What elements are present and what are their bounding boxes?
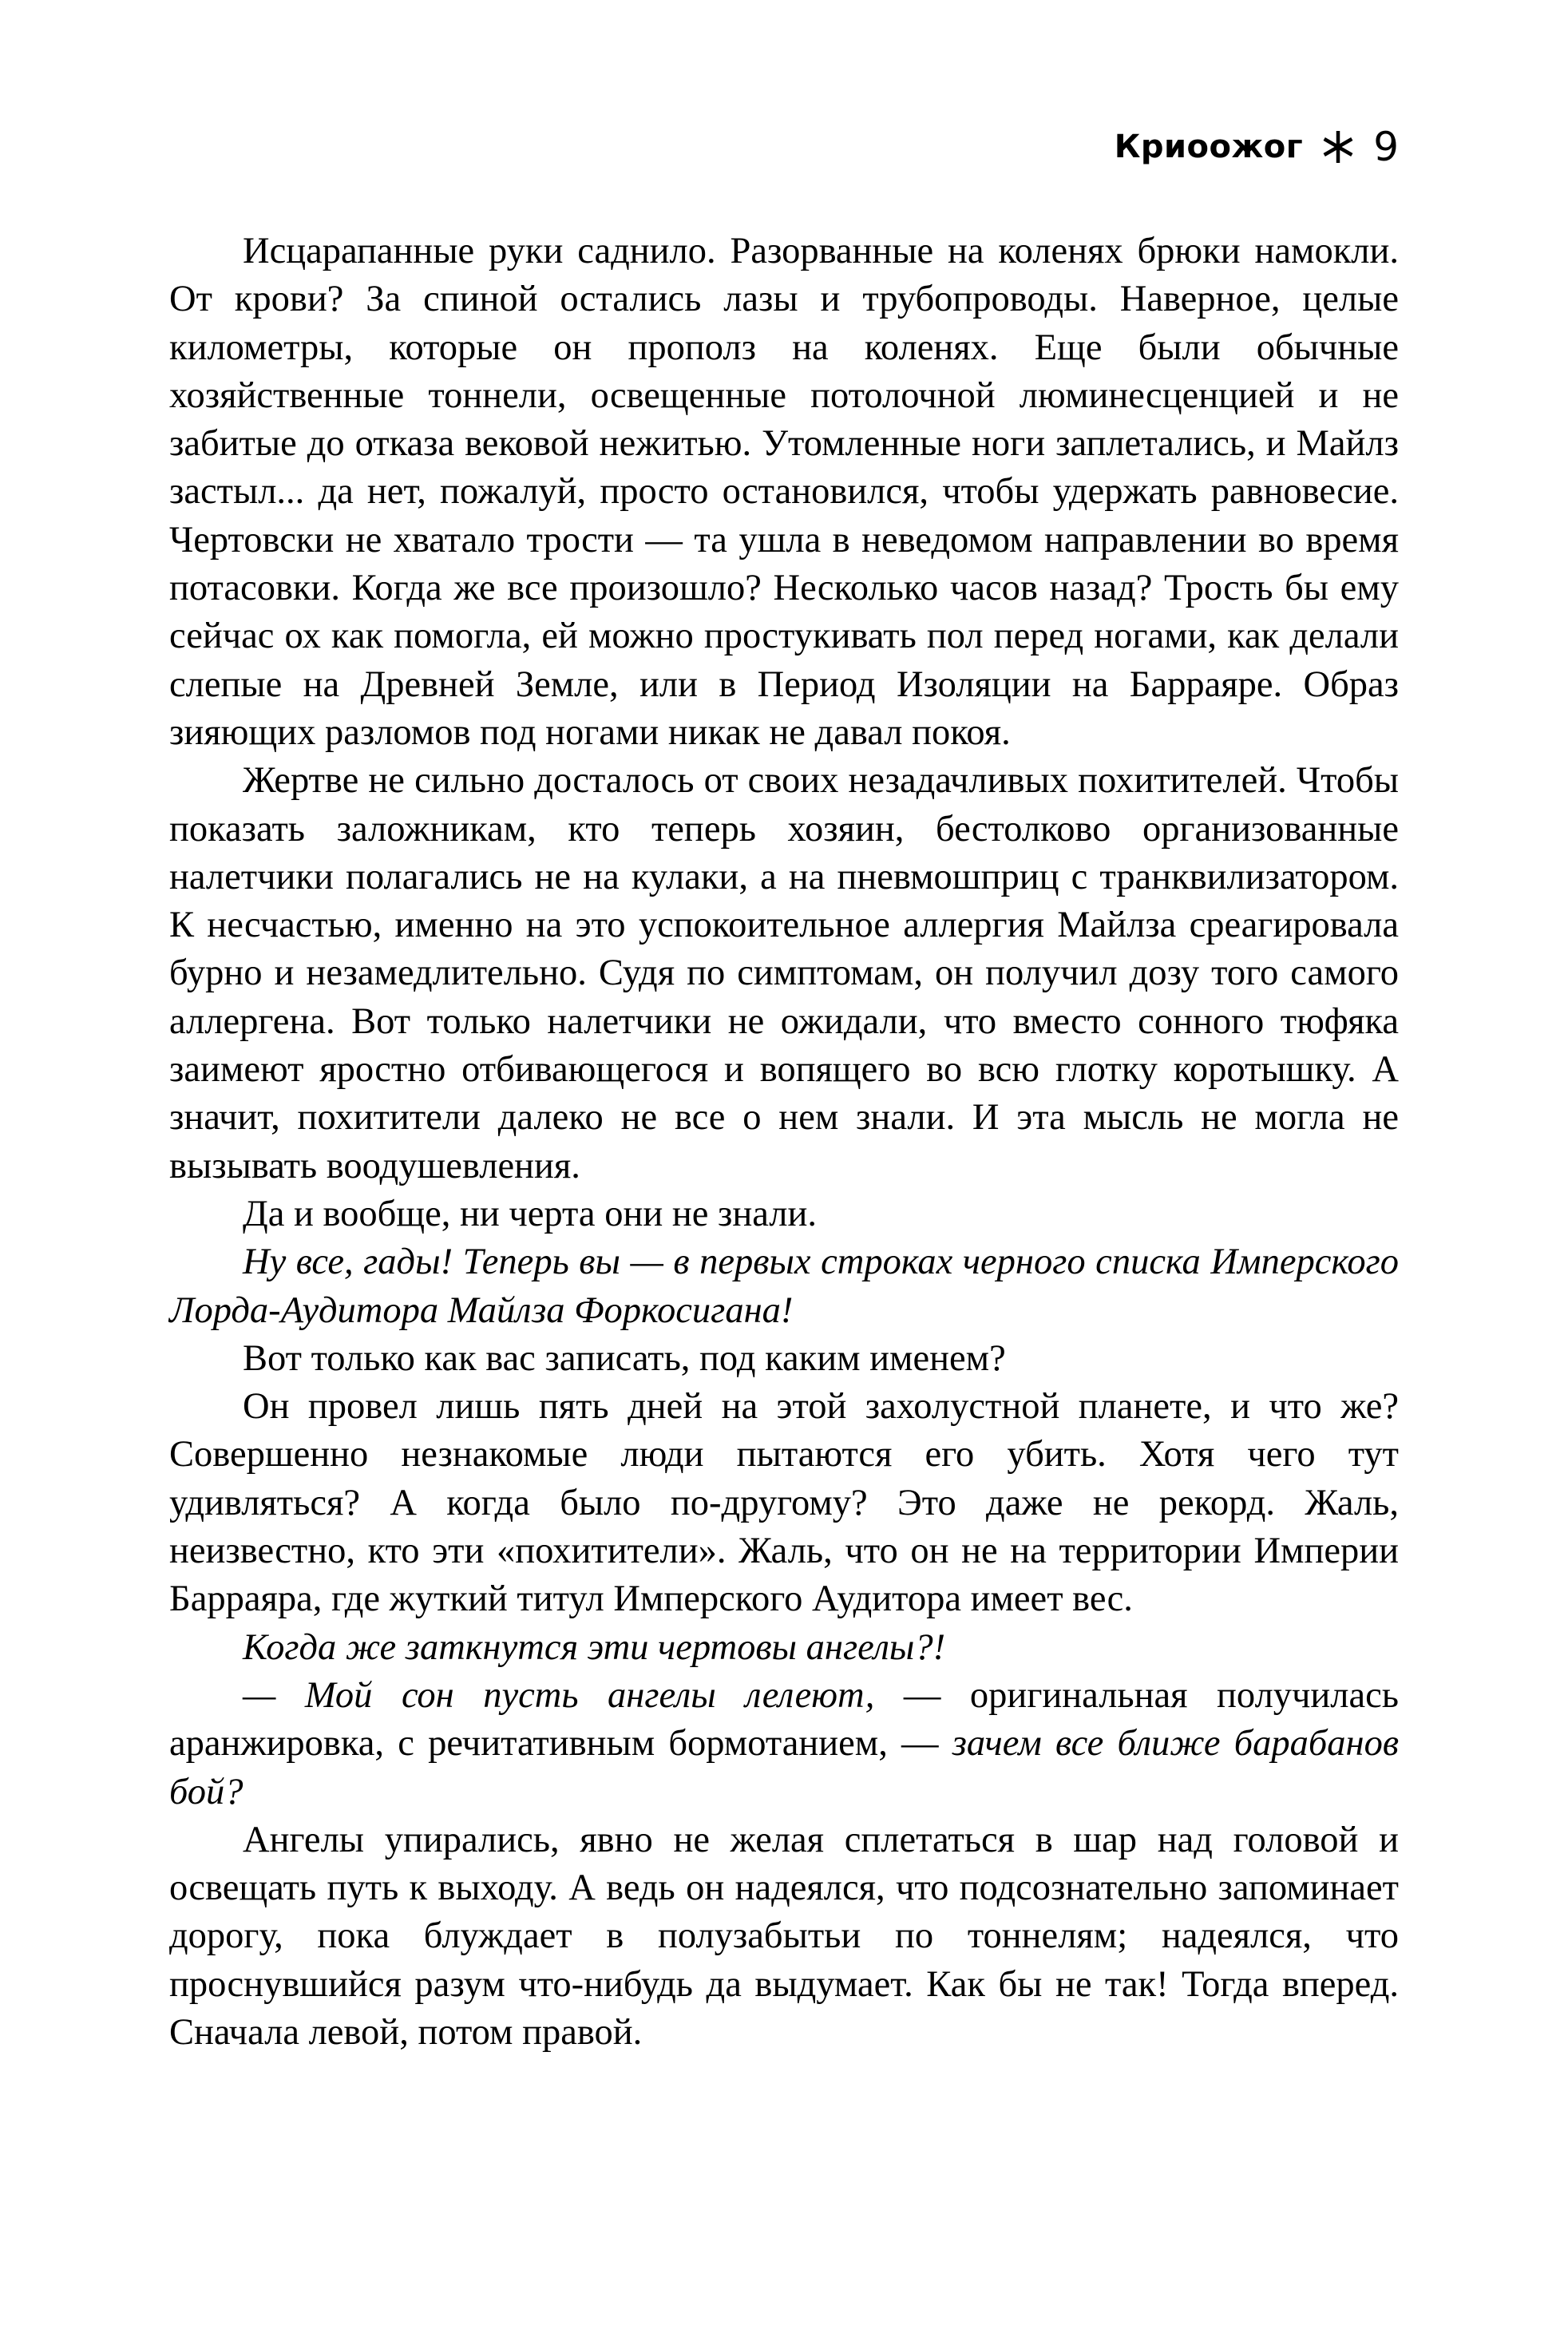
paragraph-3: Да и вообще, ни черта они не знали. (243, 1193, 818, 1234)
paragraph-4-italic-thought: Ну все, гады! Теперь вы — в первых строках черного списка Имперского Лорда-Аудитора Майлза Форкосигана! (169, 1242, 1399, 1331)
paragraph-5: Вот только как вас записать, под каким именем? (243, 1337, 1006, 1379)
paragraph-6: Он провел лишь пять дней на этой захолустной планете, и что же? Совершенно незнакомые люди пытаются его убить. Хотя чего тут удивляться? А когда было по-другому? Это даже не рекорд. Жаль, неизвестно, кто эти «похитители». Жаль, что он не на территории Империи Барраяра, где жуткий титул Имперского Аудитора имеет вес. (169, 1386, 1399, 1620)
body-text (169, 228, 1399, 2057)
dialogue-lyric-part-2: зачем все ближе барабанов бой? (169, 1723, 1400, 1812)
six-pointed-star-icon (1321, 129, 1356, 164)
dialogue-lyric-part-1: — Мой сон пусть ангелы лелеют, (243, 1674, 875, 1716)
paragraph-1: Исцарапанные руки саднило. Разорванные на коленях брюки намокли. От крови? За спиной остались лазы и трубопроводы. Наверное, целые километры, которые он прополз на коленях. Еще были обычные хозяйственные тоннели, освещенные потолочной люминесценцией и не забитые до отказа вековой нежитью. Утомленные ноги заплетались, и Майлз застыл... да нет, пожалуй, просто остановился, чтобы удержать равновесие. Чертовски не хватало трости — та ушла в неведомом направлении во время потасовки. Когда же все произошло? Несколько часов назад? Трость бы ему сейчас ох как помогла, ей можно простукивать пол перед ногами, как делали слепые на Древней Земле, или в Период Изоляции на Барраяре. Образ зияющих разломов под ногами никак не давал покоя. (169, 231, 1399, 753)
paragraph-9: Ангелы упирались, явно не желая сплетаться в шар над головой и освещать путь к выходу. А ведь он надеялся, что подсознательно запоминает дорогу, пока блуждает в полузабытьи по тоннелям; надеялся, что проснувшийся разум что-нибудь да выдумает. Как бы не так! Тогда вперед. Сначала левой, потом правой. (169, 1819, 1399, 2053)
paragraph-2: Жертве не сильно досталось от своих незадачливых похитителей. Чтобы показать заложникам, кто теперь хозяин, бестолково организованные налетчики полагались не на кулаки, а на пневмошприц с транквилизатором. К несчастью, именно на это успокоительное аллергия Майлза среагировала бурно и незамедлительно. Судя по симптомам, он получил дозу того самого аллергена. Вот только налетчики не ожидали, что вместо сонного тюфяка заимеют яростно отбивающегося и вопящего во всю глотку коротышку. А значит, похитители далеко не все о нем знали. И эта мысль не могла не вызывать воодушевления. (169, 760, 1399, 1186)
paragraph-8-dialogue (169, 1672, 1399, 1816)
page-number: 9 (1373, 124, 1399, 170)
running-title: Криоожог (1114, 129, 1304, 165)
dialogue-narration: — оригинальная получилась аранжировка, с речитативным бормотанием, — (169, 1674, 1399, 1765)
page-header (1115, 124, 1399, 170)
paragraph-7-italic-thought: Когда же заткнутся эти чертовы ангелы?! (243, 1626, 946, 1668)
